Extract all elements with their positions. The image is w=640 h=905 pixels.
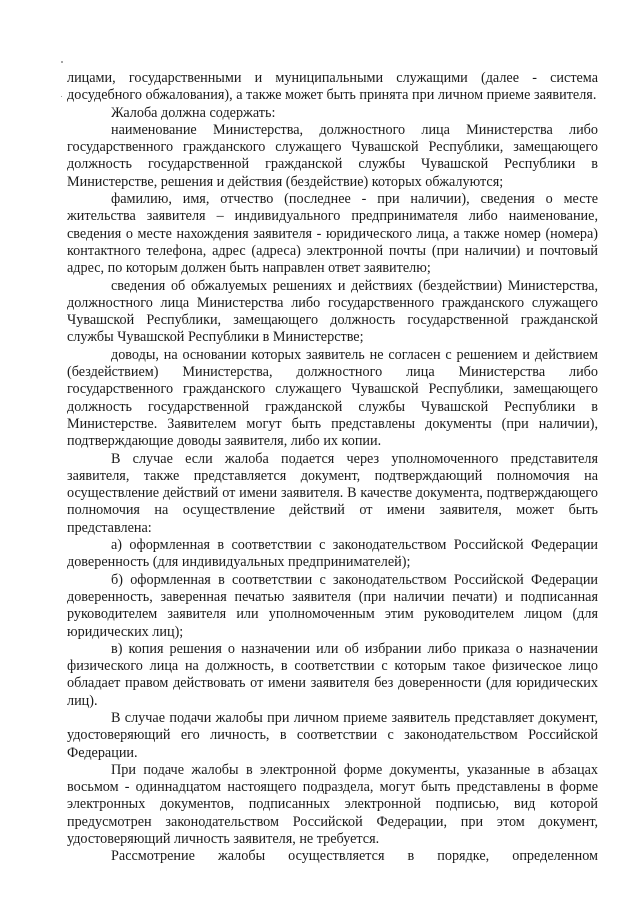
paragraph-review-procedure: Рассмотрение жалобы осуществляется в порядке, определенном [111,848,598,865]
paragraph-personal-reception: В случае подачи жалобы при личном приеме заявитель представляет документ, удостоверяющий его личность, в соответствии с законодательством Российской Федерации. [67,709,598,761]
paragraph-complaint-contents-intro: Жалоба должна содержать: [111,104,276,121]
paragraph-representative: В случае если жалоба подается через уполномоченного представителя заявителя, также представляется документ, подтверждающий полномочия на осуществление действий от имени заявителя. В качестве документа, подтверждающего полномочия на осуществление действий от имени заявителя, может быть представлена: [67,450,598,536]
paragraph-item-b: б) оформленная в соответствии с законодательством Российской Федерации доверенность, заверенная печатью заявителя (при наличии печати) и подписанная руководителем заявителя или уполномоченным этим руководителем лицом (для юридических лиц); [67,571,598,640]
paragraph-item-c: в) копия решения о назначении или об избрании либо приказа о назначении физического лица на должность, в соответствии с которым такое физическое лицо обладает правом действовать от имени заявителя без доверенности (для юридических лиц). [67,640,598,709]
document-page [67,70,598,866]
paragraph-continuation: лицами, государственными и муниципальными служащими (далее - система досудебного обжалования), а также может быть принята при личном приеме заявителя. [67,70,598,104]
paragraph-arguments: доводы, на основании которых заявитель не согласен с решением и действием (бездействием) Министерства, должностного лица Министерства либо государственного гражданского служащего Чувашской Республики, замещающего должность государственной гражданской службы Чувашской Республики в Министерстве. Заявителем могут быть представлены документы (при наличии), подтверждающие доводы заявителя, либо их копии. [67,346,598,450]
paragraph-appealed-decisions: сведения об обжалуемых решениях и действиях (бездействии) Министерства, должностного лица Министерства либо государственного гражданского служащего Чувашской Республики, замещающего должность государственной гражданской службы Чувашской Республики в Министерстве; [67,277,598,346]
paragraph-item-a: а) оформленная в соответствии с законодательством Российской Федерации доверенность (для индивидуальных предпринимателей); [67,537,598,571]
paragraph-electronic-form: При подаче жалобы в электронной форме документы, указанные в абзацах восьмом - одиннадцатом настоящего подраздела, могут быть представлены в форме электронных документов, подписанных электронной подписью, вид которой предусмотрен законодательством Российской Федерации, при этом документ, удостоверяющий личность заявителя, не требуется. [67,761,598,848]
paragraph-applicant-details: фамилию, имя, отчество (последнее - при наличии), сведения о месте жительства заявителя – индивидуального предпринимателя либо наименование, сведения о месте нахождения заявителя - юридического лица, а также номер (номера) контактного телефона, адрес (адреса) электронной почты (при наличии) и почтовый адрес, по которым должен быть направлен ответ заявителю; [67,191,598,277]
scan-speck [61,96,62,97]
scan-speck [61,61,63,63]
paragraph-ministry-name: наименование Министерства, должностного лица Министерства либо государственного гражданского служащего Чувашской Республики, замещающего должность государственной гражданской службы Чувашской Республики в Министерстве, решения и действия (бездействие) которых обжалуются; [67,121,598,190]
